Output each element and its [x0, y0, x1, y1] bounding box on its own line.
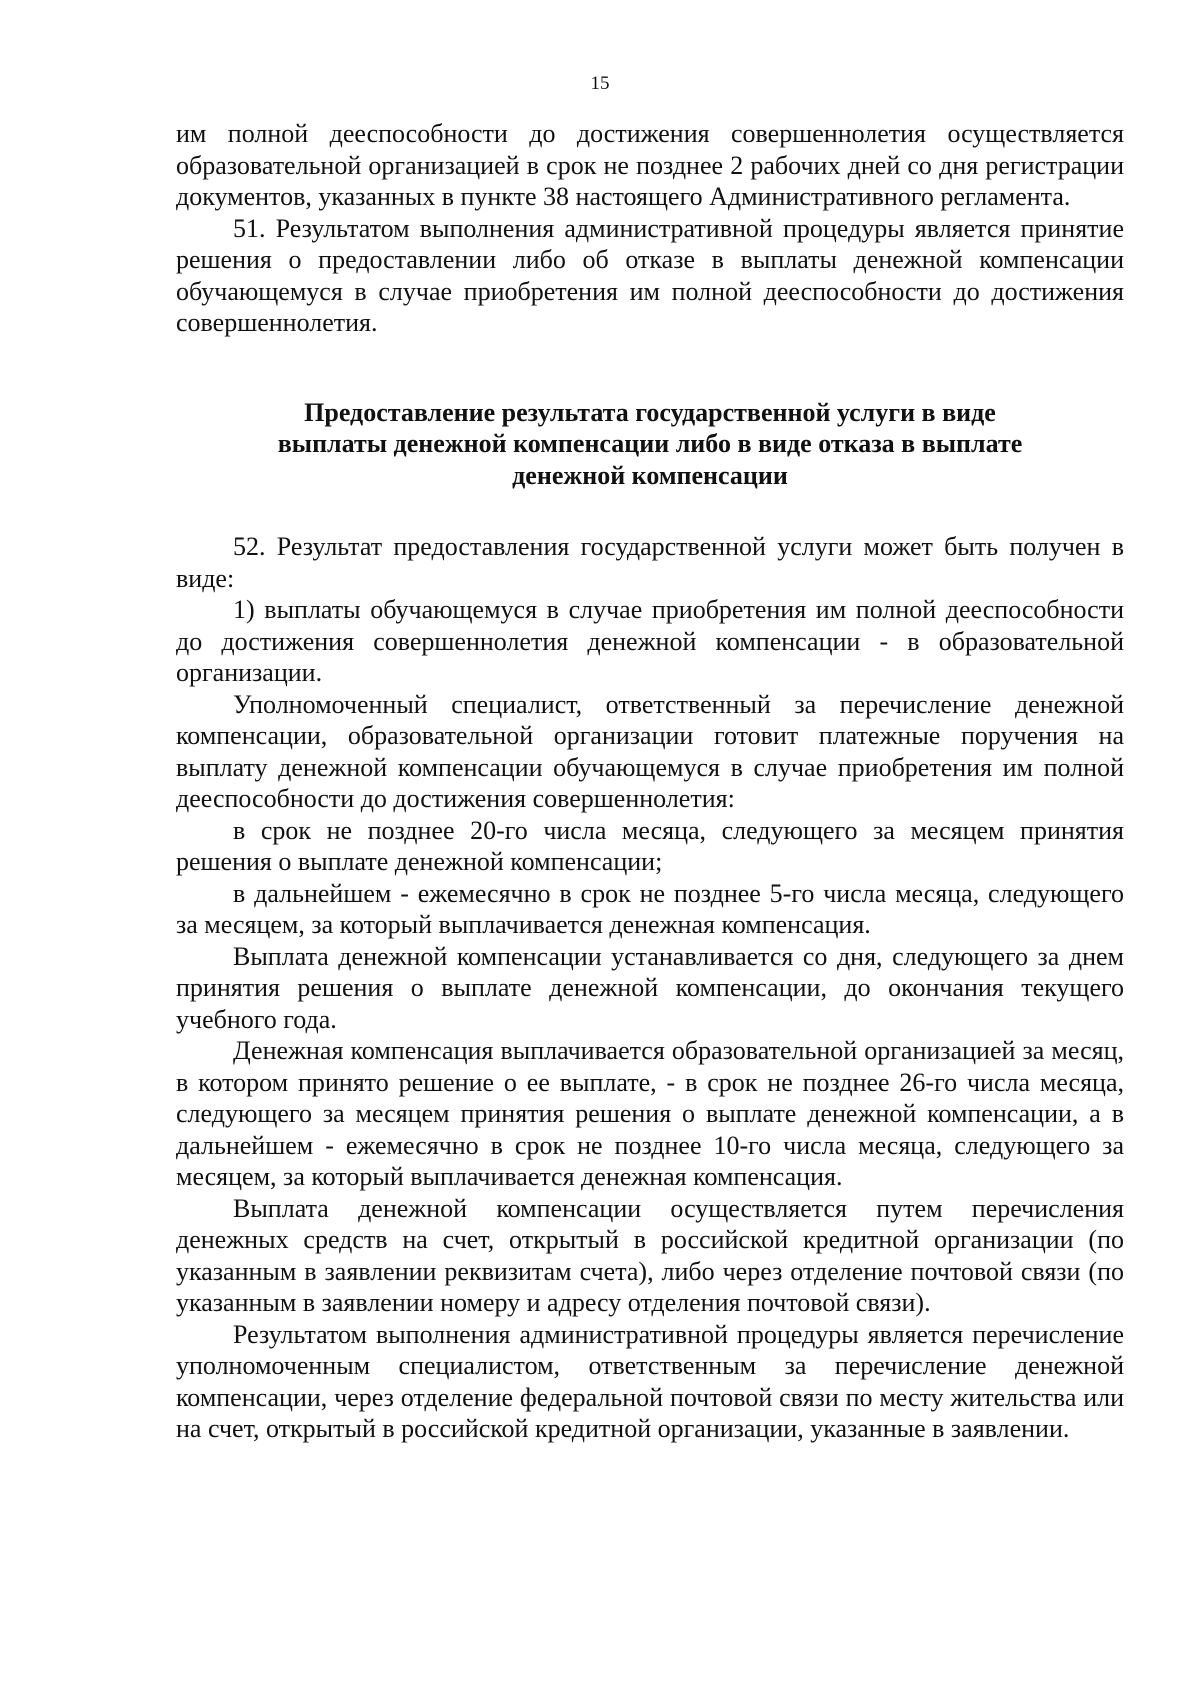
section-heading: Предоставление результата государственной услуги в виде выплаты денежной компенсации либо в виде отказа в выплате денежной компенсации: [277, 397, 1023, 490]
page-number: 15: [590, 73, 610, 94]
paragraph-item-1: 1) выплаты обучающемуся в случае приобретения им полной дееспособности до достижения совершеннолетия денежной компенсации - в образовательной организации.: [176, 595, 1124, 687]
paragraph-51: 51. Результатом выполнения административной процедуры является принятие решения о предоставлении либо об отказе в выплаты денежной компенсации обучающемуся в случае приобретения им полной дееспособности до достижения совершеннолетия.: [176, 213, 1124, 337]
paragraph-payment-method: Выплата денежной компенсации осуществляется путем перечисления денежных средств на счет, открытый в российской кредитной организации (по указанным в заявлении реквизитам счета), либо через отделение почтовой связи (по указанным в заявлении номеру и адресу отделения почтовой связи).: [176, 1193, 1124, 1317]
paragraph-payment-start: Выплата денежной компенсации устанавливается со дня, следующего за днем принятия решения о выплате денежной компенсации, до окончания текущего учебного года.: [176, 941, 1124, 1034]
paragraph-52: 52. Результат предоставления государственной услуги может быть получен в виде:: [176, 532, 1124, 593]
paragraph-first-payment-term: в срок не позднее 20-го числа месяца, следующего за месяцем принятия решения о выплате денежной компенсации;: [176, 815, 1124, 876]
paragraph-continuation: им полной дееспособности до достижения совершеннолетия осуществляется образовательной организацией в срок не позднее 2 рабочих дней со дня регистрации документов, указанных в пункте 38 настоящего Административного регламента.: [176, 119, 1124, 211]
paragraph-monthly-payment-term: в дальнейшем - ежемесячно в срок не позднее 5-го числа месяца, следующего за месяцем, за который выплачивается денежная компенсация.: [176, 878, 1124, 939]
paragraph-specialist: Уполномоченный специалист, ответственный за перечисление денежной компенсации, образовательной организации готовит платежные поручения на выплату денежной компенсации обучающемуся в случае приобретения им полной дееспособности до достижения совершеннолетия:: [176, 689, 1124, 813]
document-body: [176, 118, 1124, 1445]
paragraph-payment-schedule: Денежная компенсация выплачивается образовательной организацией за месяц, в котором принято решение о ее выплате, - в срок не позднее 26-го числа месяца, следующего за месяцем принятия решения о выплате денежной компенсации, а в дальнейшем - ежемесячно в срок не позднее 10-го числа месяца, следующего за месяцем, за который выплачивается денежная компенсация.: [176, 1036, 1124, 1191]
paragraph-procedure-result: Результатом выполнения административной процедуры является перечисление уполномоченным специалистом, ответственным за перечисление денежной компенсации, через отделение федеральной почтовой связи по месту жительства или на счет, открытый в российской кредитной организации, указанные в заявлении.: [176, 1319, 1124, 1443]
